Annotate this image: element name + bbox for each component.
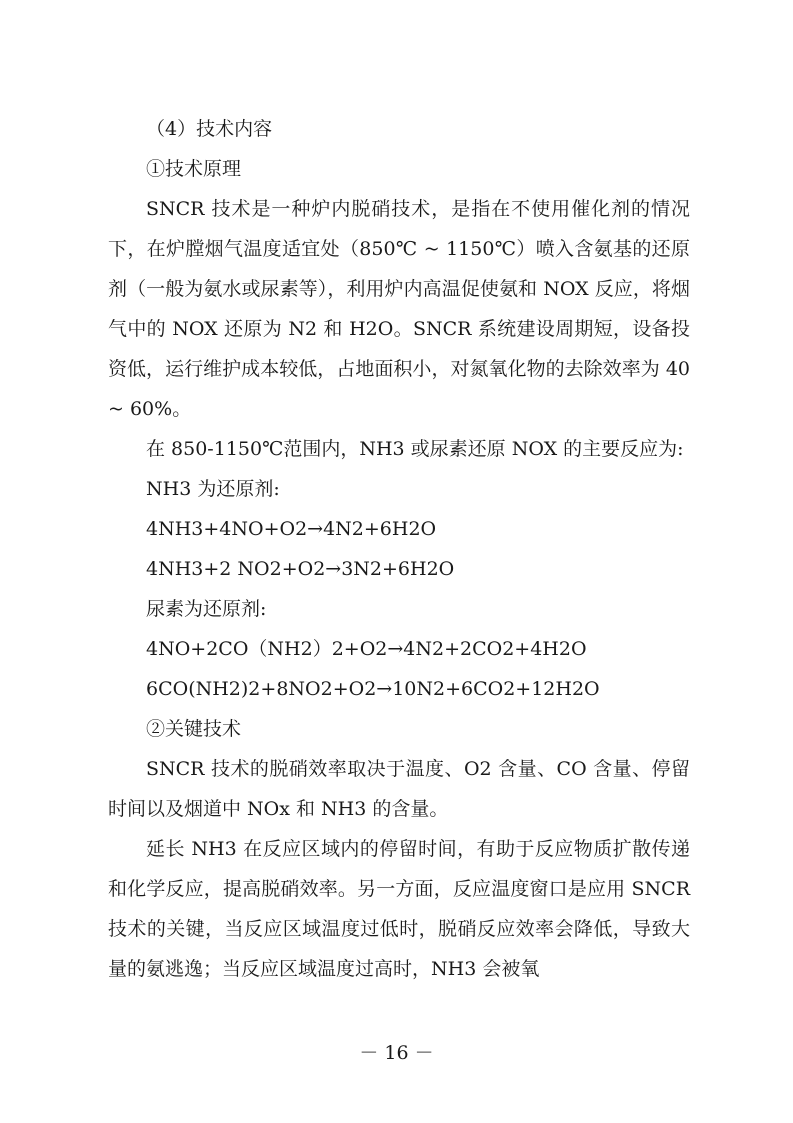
label-urea-reductant: 尿素为还原剂: <box>146 598 267 620</box>
page-content <box>108 109 690 989</box>
equation-1: 4NH3+4NO+O2→4N2+6H2O <box>146 518 437 540</box>
paragraph-residence-time: 延长 NH3 在反应区域内的停留时间，有助于反应物质扩散传递和化学反应，提高脱硝效率。另一方面，反应温度窗口是应用 SNCR 技术的关键，当反应区域温度过低时，脱硝反应效率会降低，导致大量的氨逃逸；当反应区域温度过高时，NH3 会被氧 <box>108 838 690 980</box>
equation-3: 4NO+2CO（NH2）2+O2→4N2+2CO2+4H2O <box>146 638 587 660</box>
paragraph-main-reactions: 在 850-1150℃范围内，NH3 或尿素还原 NOX 的主要反应为: <box>146 438 684 460</box>
equation-2: 4NH3+2 NO2+O2→3N2+6H2O <box>146 558 455 580</box>
label-nh3-reductant: NH3 为还原剂: <box>146 478 280 500</box>
paragraph-efficiency-factors: SNCR 技术的脱硝效率取决于温度、O2 含量、CO 含量、停留时间以及烟道中 NOx 和 NH3 的含量。 <box>108 758 690 820</box>
page-number: － 16 － <box>359 1042 434 1064</box>
equation-4: 6CO(NH2)2+8NO2+O2→10N2+6CO2+12H2O <box>146 678 600 700</box>
section-heading: （4）技术内容 <box>146 118 273 140</box>
subheading-technical-principle: ①技术原理 <box>146 158 242 180</box>
subheading-key-technology: ②关键技术 <box>146 718 242 740</box>
paragraph-sncr-overview: SNCR 技术是一种炉内脱硝技术，是指在不使用催化剂的情况下，在炉膛烟气温度适宜处（850℃ ~ 1150℃）喷入含氨基的还原剂（一般为氨水或尿素等），利用炉内高温促使氨和 NOX 反应，将烟气中的 NOX 还原为 N2 和 H2O。SNCR 系统建设周期短，设备投资低，运行维护成本较低，占地面积小，对氮氧化物的去除效率为 40 ~ 60%。 <box>108 198 690 420</box>
